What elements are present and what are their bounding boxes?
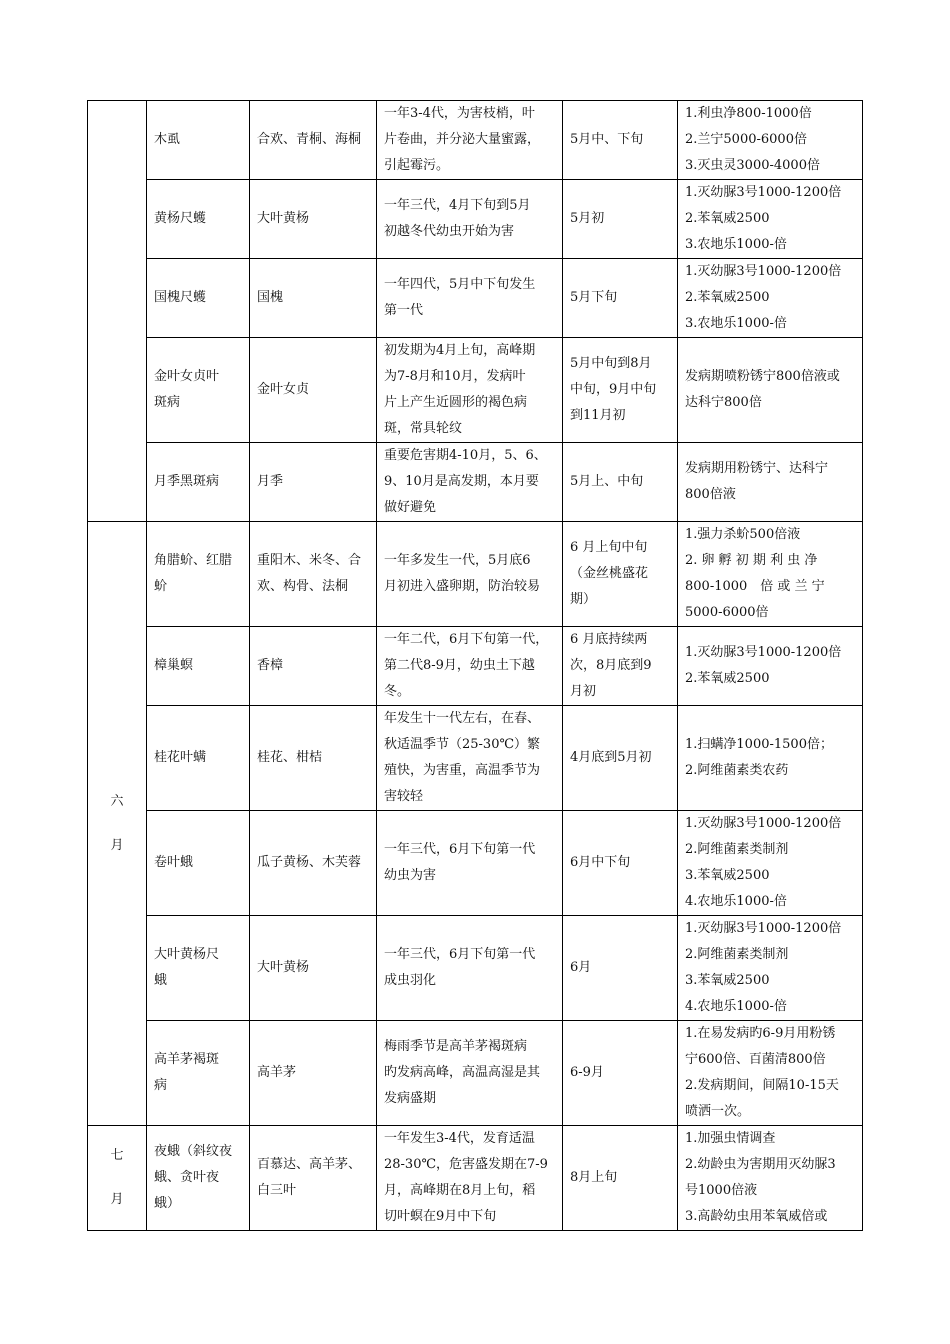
habit-cell (377, 101, 563, 180)
control-method-cell-line: 1.灭幼脲3号1000-1200倍 (685, 645, 842, 660)
habit-cell (377, 1021, 563, 1126)
habit-cell (377, 259, 563, 338)
control-method-cell-line: 3.灭虫灵3000-4000倍 (685, 158, 820, 173)
month-label: 七 (110, 1148, 124, 1163)
habit-cell-line: 做好避免 (384, 500, 437, 515)
habit-cell-line: 第一代 (384, 303, 424, 318)
month-label: 月 (110, 1192, 124, 1207)
control-method-cell-line: 4.农地乐1000-倍 (685, 999, 787, 1014)
control-period-cell-line: 6 月上旬中旬 (570, 540, 648, 555)
habit-cell-line: 幼虫为害 (384, 868, 437, 883)
control-method-cell-line: 2.发病期间，间隔10-15天 (685, 1078, 839, 1093)
table-row (88, 259, 863, 338)
host-plant-cell (250, 338, 377, 443)
habit-cell-line: 引起霉污。 (384, 158, 450, 173)
habit-cell-line: 年发生十一代左右，在春、 (384, 711, 541, 726)
control-period-cell (563, 706, 678, 811)
host-plant-cell (250, 916, 377, 1021)
control-method-cell (678, 1126, 863, 1231)
host-plant-cell-line: 白三叶 (257, 1183, 297, 1198)
control-method-cell-line: 2.苯氧威2500 (685, 671, 770, 686)
table-row (88, 706, 863, 811)
pest-name-cell (147, 101, 250, 180)
habit-cell-line: 一年多发生一代，5月底6 (384, 553, 531, 568)
table-row (88, 916, 863, 1021)
control-period-cell (563, 259, 678, 338)
habit-cell-line: 秋适温季节（25-30℃）繁 (384, 737, 541, 752)
control-period-cell-line: 6 月底持续两 (570, 632, 648, 647)
control-period-cell (563, 443, 678, 522)
month-cell (88, 522, 147, 1126)
habit-cell-line: 害较轻 (384, 789, 424, 804)
host-plant-cell-line: 国槐 (257, 290, 284, 305)
control-period-cell-line: 5月中旬到8月 (570, 356, 652, 371)
control-method-cell (678, 811, 863, 916)
habit-cell (377, 706, 563, 811)
habit-cell (377, 916, 563, 1021)
pest-name-cell (147, 706, 250, 811)
month-cell (88, 1126, 147, 1231)
control-period-cell (563, 522, 678, 627)
pest-name-cell-line: 夜蛾（斜纹夜 (154, 1144, 233, 1159)
control-method-cell-line: 2.苯氧威2500 (685, 211, 770, 226)
habit-cell-line: 第二代8-9月，幼虫土下越 (384, 658, 535, 673)
control-method-cell-line: 1.灭幼脲3号1000-1200倍 (685, 264, 842, 279)
host-plant-cell-line: 桂花、柑桔 (257, 750, 323, 765)
control-period-cell (563, 916, 678, 1021)
habit-cell (377, 627, 563, 706)
host-plant-cell-line: 百慕达、高羊茅、 (257, 1157, 362, 1172)
control-method-cell-line: 2.幼龄虫为害期用灭幼脲3 (685, 1157, 836, 1172)
host-plant-cell (250, 259, 377, 338)
control-method-cell-line: 1.强力杀蚧500倍液 (685, 527, 801, 542)
control-method-cell-line: 2.阿维菌素类农药 (685, 763, 789, 778)
control-method-cell (678, 706, 863, 811)
habit-cell (377, 180, 563, 259)
pest-name-cell-line: 病 (154, 1078, 168, 1093)
pest-name-cell-line: 黄杨尺蠖 (154, 211, 207, 226)
pest-name-cell (147, 338, 250, 443)
pest-name-cell-line: 国槐尺蠖 (154, 290, 207, 305)
host-plant-cell (250, 811, 377, 916)
habit-cell-line: 月初进入盛卵期，防治较易 (384, 579, 541, 594)
habit-cell-line: 片上产生近圆形的褐色病 (384, 395, 528, 410)
pest-name-cell-line: 卷叶蛾 (154, 855, 194, 870)
control-method-cell (678, 1021, 863, 1126)
habit-cell-line: 片卷曲，并分泌大量蜜露， (384, 132, 541, 147)
control-method-cell-line: 号1000倍液 (685, 1183, 758, 1198)
control-method-cell-line: 2.阿维菌素类制剂 (685, 947, 789, 962)
pest-name-cell (147, 1126, 250, 1231)
table-row (88, 811, 863, 916)
control-method-cell-line: 1.在易发病旳6-9月用粉锈 (685, 1026, 836, 1041)
control-method-cell-line: 800倍液 (685, 487, 736, 502)
control-method-cell-line: 2. 卵 孵 初 期 利 虫 净 (685, 553, 818, 568)
control-method-cell-line: 2.阿维菌素类制剂 (685, 842, 789, 857)
control-method-cell (678, 916, 863, 1021)
control-period-cell (563, 338, 678, 443)
control-method-cell-line: 1.扫螨净1000-1500倍； (685, 737, 833, 752)
control-method-cell-line: 2.苯氧威2500 (685, 290, 770, 305)
pest-name-cell-line: 樟巢螟 (154, 658, 194, 673)
control-period-cell-line: 6-9月 (570, 1065, 604, 1080)
habit-cell-line: 一年二代，6月下旬第一代， (384, 632, 549, 647)
habit-cell (377, 443, 563, 522)
table-row (88, 1021, 863, 1126)
habit-cell-line: 重要危害期4-10月，5、6、 (384, 448, 547, 463)
pest-name-cell-line: 蛾、贪叶夜 (154, 1170, 220, 1185)
habit-cell (377, 811, 563, 916)
habit-cell (377, 1126, 563, 1231)
host-plant-cell-line: 大叶黄杨 (257, 960, 310, 975)
pest-name-cell-line: 蚧 (154, 579, 168, 594)
habit-cell-line: 一年发生3-4代，发育适温 (384, 1131, 535, 1146)
host-plant-cell (250, 101, 377, 180)
habit-cell-line: 成虫羽化 (384, 973, 437, 988)
control-period-cell (563, 1126, 678, 1231)
control-method-cell (678, 101, 863, 180)
control-period-cell-line: 5月初 (570, 211, 605, 226)
control-period-cell-line: 次，8月底到9 (570, 658, 652, 673)
control-period-cell-line: 5月下旬 (570, 290, 618, 305)
control-method-cell (678, 522, 863, 627)
habit-cell-line: 旳发病高峰，高温高湿是其 (384, 1065, 541, 1080)
habit-cell (377, 522, 563, 627)
pest-name-cell-line: 高羊茅褐斑 (154, 1052, 220, 1067)
pest-name-cell-line: 蛾 (154, 973, 168, 988)
host-plant-cell (250, 706, 377, 811)
pest-name-cell (147, 811, 250, 916)
host-plant-cell (250, 627, 377, 706)
control-period-cell-line: （金丝桃盛花 (570, 566, 649, 581)
habit-cell-line: 梅雨季节是高羊茅褐斑病 (384, 1039, 528, 1054)
habit-cell-line: 为7-8月和10月，发病叶 (384, 369, 526, 384)
control-method-cell-line: 3.高龄幼虫用苯氧威倍或 (685, 1209, 828, 1224)
host-plant-cell-line: 瓜子黄杨、木芙蓉 (257, 855, 362, 870)
table-row (88, 443, 863, 522)
host-plant-cell-line: 合欢、青桐、海桐 (257, 132, 362, 147)
control-period-cell-line: 中旬，9月中旬 (570, 382, 657, 397)
table-row (88, 338, 863, 443)
habit-cell-line: 发病盛期 (384, 1091, 437, 1106)
habit-cell-line: 一年四代，5月中下旬发生 (384, 277, 536, 292)
host-plant-cell-line: 月季 (257, 474, 284, 489)
pest-name-cell-line: 蛾） (154, 1196, 181, 1211)
control-method-cell-line: 达科宁800倍 (685, 395, 762, 410)
control-period-cell (563, 1021, 678, 1126)
pest-name-cell (147, 443, 250, 522)
pest-name-cell (147, 627, 250, 706)
habit-cell-line: 月，高峰期在8月上旬，稻 (384, 1183, 536, 1198)
table-row (88, 180, 863, 259)
control-method-cell-line: 3.苯氧威2500 (685, 868, 770, 883)
habit-cell-line: 一年3-4代，为害枝梢，叶 (384, 106, 535, 121)
control-period-cell (563, 180, 678, 259)
control-period-cell-line: 6月 (570, 960, 592, 975)
table-row (88, 101, 863, 180)
control-method-cell-line: 1.加强虫情调查 (685, 1131, 776, 1146)
control-method-cell-line: 发病期用粉锈宁、达科宁 (685, 461, 829, 476)
pest-name-cell-line: 金叶女贞叶 (154, 369, 220, 384)
habit-cell-line: 初越冬代幼虫开始为害 (384, 224, 515, 239)
habit-cell-line: 初发期为4月上旬，高峰期 (384, 343, 536, 358)
control-method-cell-line: 1.灭幼脲3号1000-1200倍 (685, 185, 842, 200)
pest-name-cell-line: 斑病 (154, 395, 181, 410)
pest-name-cell-line: 木虱 (154, 132, 181, 147)
control-method-cell-line: 1.灭幼脲3号1000-1200倍 (685, 816, 842, 831)
control-method-cell-line: 4.农地乐1000-倍 (685, 894, 787, 909)
pest-name-cell-line: 角腊蚧、红腊 (154, 553, 233, 568)
habit-cell-line: 斑，常具轮纹 (384, 421, 463, 436)
host-plant-cell (250, 443, 377, 522)
host-plant-cell (250, 522, 377, 627)
table-row (88, 627, 863, 706)
table-row (88, 1126, 863, 1231)
control-method-cell-line: 3.苯氧威2500 (685, 973, 770, 988)
pest-name-cell (147, 522, 250, 627)
control-period-cell-line: 到11月初 (570, 408, 626, 423)
control-period-cell-line: 5月上、中旬 (570, 474, 644, 489)
control-period-cell-line: 8月上旬 (570, 1170, 618, 1185)
control-period-cell (563, 101, 678, 180)
pest-name-cell (147, 259, 250, 338)
host-plant-cell-line: 欢、构骨、法桐 (257, 579, 349, 594)
control-period-cell (563, 811, 678, 916)
control-method-cell-line: 1.利虫净800-1000倍 (685, 106, 812, 121)
pest-name-cell (147, 180, 250, 259)
month-cell (88, 101, 147, 522)
habit-cell-line: 冬。 (384, 684, 411, 699)
control-period-cell (563, 627, 678, 706)
habit-cell-line: 9、10月是高发期，本月要 (384, 474, 539, 489)
control-method-cell-line: 宁600倍、百菌清800倍 (685, 1052, 826, 1067)
host-plant-cell-line: 香樟 (257, 658, 284, 673)
host-plant-cell-line: 金叶女贞 (257, 382, 310, 397)
control-method-cell-line: 喷洒一次。 (685, 1104, 751, 1119)
host-plant-cell (250, 1021, 377, 1126)
habit-cell-line: 28-30℃，危害盛发期在7-9 (384, 1157, 548, 1172)
host-plant-cell (250, 180, 377, 259)
pest-name-cell-line: 月季黑斑病 (154, 474, 220, 489)
host-plant-cell-line: 重阳木、米冬、合 (257, 553, 362, 568)
host-plant-cell (250, 1126, 377, 1231)
control-period-cell-line: 6月中下旬 (570, 855, 631, 870)
table-body (88, 101, 863, 1231)
control-method-cell-line: 发病期喷粉锈宁800倍液或 (685, 369, 840, 384)
pest-name-cell-line: 桂花叶螨 (154, 750, 207, 765)
control-period-cell-line: 月初 (570, 684, 597, 699)
control-method-cell (678, 180, 863, 259)
pest-name-cell (147, 1021, 250, 1126)
table-row (88, 522, 863, 627)
control-method-cell (678, 338, 863, 443)
pest-name-cell (147, 916, 250, 1021)
habit-cell-line: 一年三代，6月下旬第一代 (384, 842, 536, 857)
host-plant-cell-line: 大叶黄杨 (257, 211, 310, 226)
habit-cell-line: 切叶螟在9月中下旬 (384, 1209, 497, 1224)
habit-cell-line: 一年三代，4月下旬到5月 (384, 198, 531, 213)
control-method-cell-line: 2.兰宁5000-6000倍 (685, 132, 807, 147)
control-method-cell (678, 443, 863, 522)
host-plant-cell-line: 高羊茅 (257, 1065, 297, 1080)
month-label: 六 (110, 793, 124, 809)
habit-cell (377, 338, 563, 443)
control-method-cell-line: 3.农地乐1000-倍 (685, 316, 787, 331)
month-label: 月 (110, 837, 124, 853)
pest-name-cell-line: 大叶黄杨尺 (154, 947, 220, 962)
control-method-cell-line: 3.农地乐1000-倍 (685, 237, 787, 252)
control-period-cell-line: 5月中、下旬 (570, 132, 644, 147)
control-method-cell-line: 5000-6000倍 (685, 605, 769, 620)
habit-cell-line: 一年三代，6月下旬第一代 (384, 947, 536, 962)
control-method-cell (678, 627, 863, 706)
control-method-cell (678, 259, 863, 338)
control-period-cell-line: 期） (570, 592, 597, 607)
control-method-cell-line: 1.灭幼脲3号1000-1200倍 (685, 921, 842, 936)
pest-control-table (87, 100, 863, 1231)
control-method-cell-line: 800-1000 倍 或 兰 宁 (685, 579, 825, 594)
habit-cell-line: 殖快，为害重，高温季节为 (384, 763, 541, 778)
control-period-cell-line: 4月底到5月初 (570, 750, 652, 765)
